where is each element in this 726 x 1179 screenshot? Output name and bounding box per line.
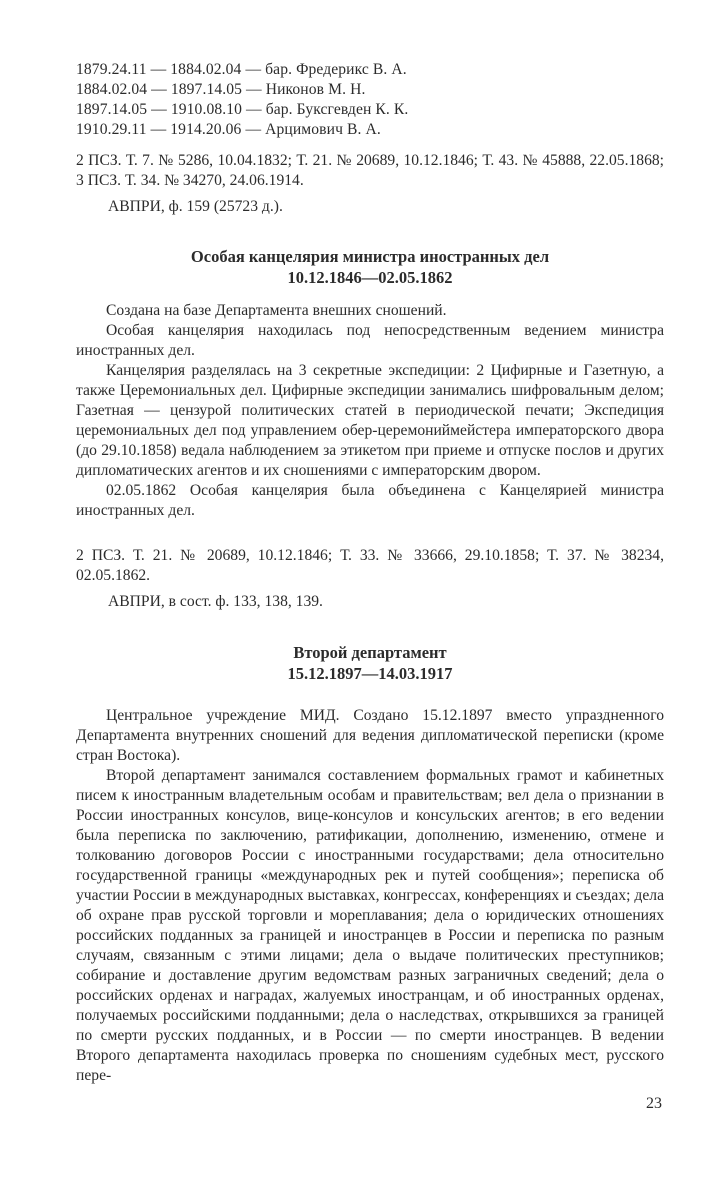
leaders-list (76, 60, 664, 140)
page-number: 23 (646, 1095, 662, 1112)
section1-archive: АВПРИ, ф. 159 (25723 д.). (108, 198, 283, 215)
section3-paragraph: Центральное учреждение МИД. Создано 15.12.1897 вместо упраздненного Департамента внутренних сношений для ведения дипломатической переписки (кроме стран Востока). (76, 707, 664, 764)
section2-paragraph: Канцелярия разделялась на 3 секретные экспедиции: 2 Цифирные и Газетную, а также Церемониальных дел. Цифирные экспедиции занимались шифровальным делом; Газетная — цензурой политических статей в периодической печати; Экспедиция церемониальных дел под управлением обер-церемониймейстера императорского двора (до 29.10.1858) ведала наблюдением за этикетом при приеме и отпуске послов и других дипломатических агентов и их сношениями с императорским двором. (76, 362, 664, 479)
section3-body (76, 706, 664, 1086)
section2-paragraph: 02.05.1862 Особая канцелярия была объединена с Канцелярией министра иностранных дел. (76, 482, 664, 519)
section2-archive: АВПРИ, в сост. ф. 133, 138, 139. (108, 593, 323, 610)
section2-title: Особая канцелярия министра иностранных дел (190, 247, 550, 266)
section1-archive-block (76, 197, 664, 217)
leader-entry: 1879.24.11 — 1884.02.04 — бар. Фредерикс В. А. (76, 61, 407, 78)
section2-paragraph: Создана на базе Департамента внешних сношений. (106, 302, 447, 319)
section2-references: 2 ПСЗ. Т. 21. № 20689, 10.12.1846; Т. 33. № 33666, 29.10.1858; Т. 37. № 38234, 02.05.1862. (76, 547, 664, 584)
section2-dates: 10.12.1846—02.05.1862 (287, 268, 453, 287)
section2-body (76, 301, 664, 521)
section3-title: Второй департамент (293, 643, 447, 662)
leader-entry: 1884.02.04 — 1897.14.05 — Никонов М. Н. (76, 81, 366, 98)
section2-heading (76, 246, 664, 288)
section2-paragraph: Особая канцелярия находилась под непосредственным ведением министра иностранных дел. (76, 322, 664, 359)
section1-references: 2 ПСЗ. Т. 7. № 5286, 10.04.1832; Т. 21. № 20689, 10.12.1846; Т. 43. № 45888, 22.05.1868; 3 ПСЗ. Т. 34. № 34270, 24.06.1914. (76, 152, 664, 189)
leader-entry: 1910.29.11 — 1914.20.06 — Арцимович В. А. (76, 121, 381, 138)
section3-heading (76, 642, 664, 684)
section3-dates: 15.12.1897—14.03.1917 (287, 664, 453, 683)
section2-references-block (76, 546, 664, 586)
section3-paragraph: Второй департамент занимался составлением формальных грамот и кабинетных писем к иностранным владетельным особам и правительствам; вел дела о признании в России иностранных консулов, вице-консулов и консульских агентов; в его ведении была переписка по заключению, ратификации, дополнению, изменению, отмене и толкованию договоров России с иностранными государствами; дела относительно государственной границы «международных рек и путей сообщения»; переписка об участии России в международных выставках, конгрессах, конференциях и съездах; дела об охране прав русской торговли и мореплавания; дела о юридических отношениях российских подданных за границей и иностранцев в России и переписка по разным случаям, связанным с этими лицами; дела о выдаче политических преступников; собирание и доставление другим ведомствам разных заграничных сведений; дела о российских орденах и наградах, жалуемых иностранцам, и об иностранных орденах, получаемых российскими подданными; дела о наследствах, открывшихся за границей по смерти русских подданных, и в России — по смерти иностранцев. В ведении Второго департамента находилась проверка по сношениям судебных мест, русского пере- (76, 767, 664, 1084)
leader-entry: 1897.14.05 — 1910.08.10 — бар. Буксгевден К. К. (76, 101, 409, 118)
section2-archive-block (76, 592, 664, 612)
section1-references-block (76, 151, 664, 191)
